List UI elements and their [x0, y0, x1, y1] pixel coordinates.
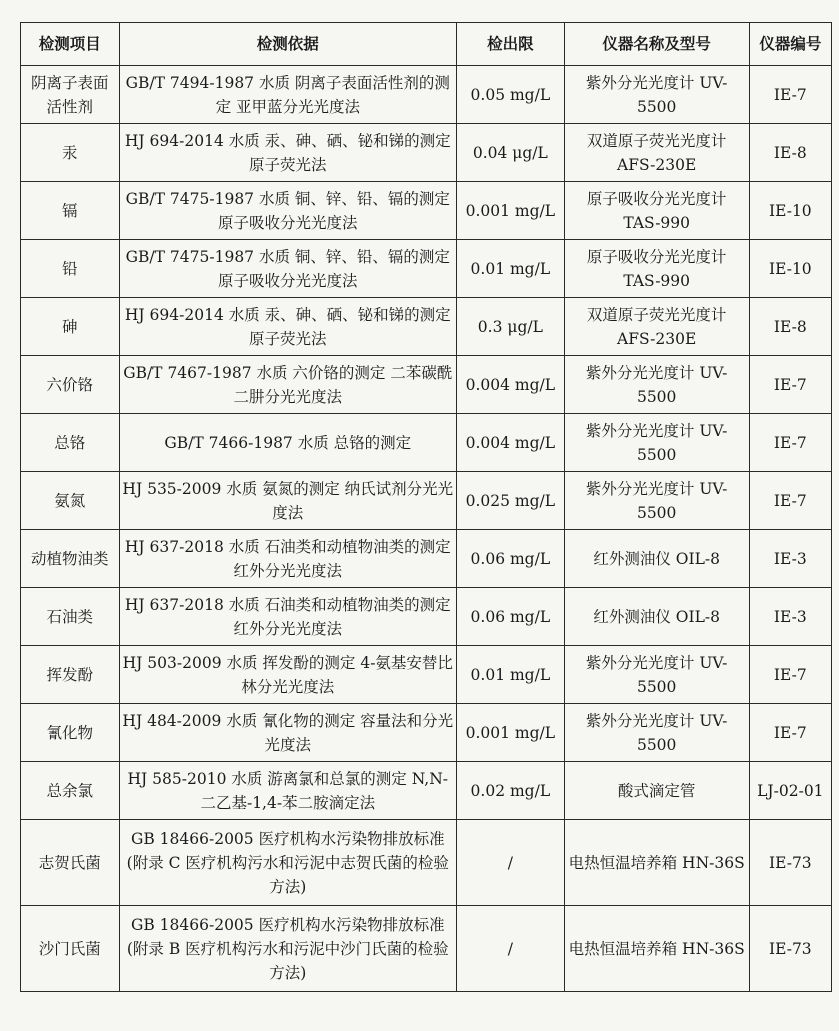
cell-item: 沙门氏菌 — [21, 906, 120, 992]
cell-basis: GB/T 7494-1987 水质 阴离子表面活性剂的测定 亚甲蓝分光光度法 — [119, 66, 456, 124]
cell-item: 铅 — [21, 240, 120, 298]
cell-basis: GB 18466-2005 医疗机构水污染物排放标准 (附录 B 医疗机构污水和污泥中沙门氏菌的检验方法) — [119, 906, 456, 992]
cell-number: LJ-02-01 — [749, 762, 831, 820]
cell-instrument: 双道原子荧光光度计 AFS-230E — [564, 298, 749, 356]
table-row — [21, 414, 832, 472]
cell-item: 总余氯 — [21, 762, 120, 820]
cell-item: 挥发酚 — [21, 646, 120, 704]
cell-item: 阴离子表面活性剂 — [21, 66, 120, 124]
cell-instrument: 紫外分光光度计 UV-5500 — [564, 472, 749, 530]
cell-basis: HJ 585-2010 水质 游离氯和总氯的测定 N,N-二乙基-1,4-苯二胺滴定法 — [119, 762, 456, 820]
cell-limit: 0.004 mg/L — [456, 356, 564, 414]
cell-item: 氰化物 — [21, 704, 120, 762]
cell-instrument: 红外测油仪 OIL-8 — [564, 530, 749, 588]
header-basis: 检测依据 — [119, 23, 456, 66]
cell-basis: HJ 535-2009 水质 氨氮的测定 纳氏试剂分光光度法 — [119, 472, 456, 530]
cell-instrument: 电热恒温培养箱 HN-36S — [564, 906, 749, 992]
cell-number: IE-7 — [749, 356, 831, 414]
cell-basis: HJ 637-2018 水质 石油类和动植物油类的测定 红外分光光度法 — [119, 588, 456, 646]
cell-limit: 0.001 mg/L — [456, 182, 564, 240]
cell-limit: / — [456, 906, 564, 992]
cell-instrument: 双道原子荧光光度计 AFS-230E — [564, 124, 749, 182]
table-row — [21, 588, 832, 646]
cell-item: 六价铬 — [21, 356, 120, 414]
cell-item: 总铬 — [21, 414, 120, 472]
table-header-row — [21, 23, 832, 66]
cell-number: IE-7 — [749, 66, 831, 124]
cell-instrument: 红外测油仪 OIL-8 — [564, 588, 749, 646]
cell-item: 石油类 — [21, 588, 120, 646]
cell-instrument: 紫外分光光度计 UV-5500 — [564, 414, 749, 472]
cell-basis: GB 18466-2005 医疗机构水污染物排放标准 (附录 C 医疗机构污水和污泥中志贺氏菌的检验方法) — [119, 820, 456, 906]
header-number: 仪器编号 — [749, 23, 831, 66]
table-row — [21, 182, 832, 240]
cell-item: 镉 — [21, 182, 120, 240]
table-row — [21, 66, 832, 124]
cell-number: IE-7 — [749, 704, 831, 762]
cell-instrument: 紫外分光光度计 UV-5500 — [564, 356, 749, 414]
cell-number: IE-10 — [749, 240, 831, 298]
cell-basis: HJ 637-2018 水质 石油类和动植物油类的测定 红外分光光度法 — [119, 530, 456, 588]
cell-instrument: 紫外分光光度计 UV-5500 — [564, 646, 749, 704]
cell-limit: 0.06 mg/L — [456, 530, 564, 588]
cell-basis: GB/T 7467-1987 水质 六价铬的测定 二苯碳酰二肼分光光度法 — [119, 356, 456, 414]
table-row — [21, 530, 832, 588]
cell-limit: 0.04 μg/L — [456, 124, 564, 182]
cell-number: IE-7 — [749, 646, 831, 704]
cell-instrument: 电热恒温培养箱 HN-36S — [564, 820, 749, 906]
cell-number: IE-73 — [749, 906, 831, 992]
cell-limit: 0.025 mg/L — [456, 472, 564, 530]
cell-basis: HJ 694-2014 水质 汞、砷、硒、铋和锑的测定 原子荧光法 — [119, 298, 456, 356]
cell-instrument: 酸式滴定管 — [564, 762, 749, 820]
cell-instrument: 紫外分光光度计 UV-5500 — [564, 704, 749, 762]
cell-number: IE-3 — [749, 588, 831, 646]
cell-instrument: 原子吸收分光光度计 TAS-990 — [564, 240, 749, 298]
header-instrument: 仪器名称及型号 — [564, 23, 749, 66]
document-page — [20, 22, 832, 992]
cell-basis: GB/T 7466-1987 水质 总铬的测定 — [119, 414, 456, 472]
cell-basis: HJ 503-2009 水质 挥发酚的测定 4-氨基安替比林分光光度法 — [119, 646, 456, 704]
table-row — [21, 820, 832, 906]
cell-limit: 0.01 mg/L — [456, 646, 564, 704]
cell-limit: 0.001 mg/L — [456, 704, 564, 762]
cell-number: IE-3 — [749, 530, 831, 588]
table-row — [21, 704, 832, 762]
cell-number: IE-7 — [749, 472, 831, 530]
cell-limit: 0.3 μg/L — [456, 298, 564, 356]
cell-limit: 0.05 mg/L — [456, 66, 564, 124]
table-row — [21, 906, 832, 992]
cell-number: IE-7 — [749, 414, 831, 472]
table-row — [21, 762, 832, 820]
table-row — [21, 240, 832, 298]
testing-methods-table — [20, 22, 832, 992]
cell-limit: 0.06 mg/L — [456, 588, 564, 646]
cell-basis: HJ 484-2009 水质 氰化物的测定 容量法和分光光度法 — [119, 704, 456, 762]
cell-limit: 0.02 mg/L — [456, 762, 564, 820]
cell-limit: 0.01 mg/L — [456, 240, 564, 298]
cell-instrument: 原子吸收分光光度计 TAS-990 — [564, 182, 749, 240]
cell-number: IE-8 — [749, 124, 831, 182]
cell-number: IE-73 — [749, 820, 831, 906]
cell-number: IE-8 — [749, 298, 831, 356]
header-item: 检测项目 — [21, 23, 120, 66]
cell-limit: 0.004 mg/L — [456, 414, 564, 472]
cell-item: 动植物油类 — [21, 530, 120, 588]
cell-number: IE-10 — [749, 182, 831, 240]
table-row — [21, 356, 832, 414]
table-row — [21, 472, 832, 530]
table-row — [21, 646, 832, 704]
cell-item: 志贺氏菌 — [21, 820, 120, 906]
table-row — [21, 298, 832, 356]
cell-item: 砷 — [21, 298, 120, 356]
cell-item: 汞 — [21, 124, 120, 182]
cell-item: 氨氮 — [21, 472, 120, 530]
cell-limit: / — [456, 820, 564, 906]
cell-basis: HJ 694-2014 水质 汞、砷、硒、铋和锑的测定 原子荧光法 — [119, 124, 456, 182]
cell-basis: GB/T 7475-1987 水质 铜、锌、铅、镉的测定 原子吸收分光光度法 — [119, 182, 456, 240]
header-limit: 检出限 — [456, 23, 564, 66]
cell-basis: GB/T 7475-1987 水质 铜、锌、铅、镉的测定 原子吸收分光光度法 — [119, 240, 456, 298]
table-row — [21, 124, 832, 182]
cell-instrument: 紫外分光光度计 UV-5500 — [564, 66, 749, 124]
